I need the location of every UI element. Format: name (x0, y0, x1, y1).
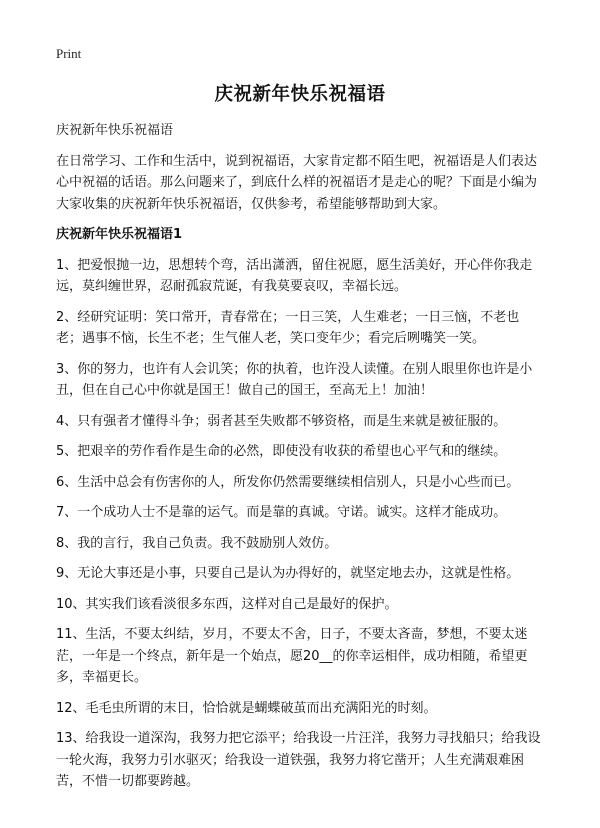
list-item: 8、我的言行，我自己负责。我不鼓励别人效仿。 (56, 535, 338, 551)
list-item: 11、生活，不要太纠结，岁月，不要太不舍，日子，不要太吝啬，梦想，不要太迷茫，一年是一个终点，新年是一个始点，愿20__的你幸运相伴，成功相随，希望更多，幸福更长。 (56, 627, 528, 685)
list-item: 4、只有强者才懂得斗争；弱者甚至失败都不够资格，而是生来就是被征服的。 (56, 413, 507, 429)
list-item: 1、把爱恨抛一边，思想转个弯，活出潇洒，留住祝愿，愿生活美好，开心伴你我走远，莫纠缠世界，忍耐孤寂荒诞，有我莫要哀叹，幸福长远。 (56, 257, 533, 294)
list-item: 13、给我设一道深沟，我努力把它添平；给我设一片汪洋，我努力寻找船只；给我设一轮火海，我努力引水驱灭；给我设一道铁强，我努力将它凿开；人生充满艰难困苦，不惜一切都要跨越。 (56, 731, 541, 789)
list-item: 7、一个成功人士不是靠的运气。而是靠的真诚。守诺。诚实。这样才能成功。 (56, 505, 507, 520)
article-subtitle: 庆祝新年快乐祝福语 (56, 123, 174, 138)
list-item: 3、你的努力，也许有人会讥笑；你的执着，也许没人读懂。在别人眼里你也许是小丑，但在自己心中你就是国王！做自己的国王，至高无上！加油！ (56, 361, 533, 398)
list-item: 6、生活中总会有伤害你的人，所发你仍然需要继续相信别人，只是小心些而已。 (56, 474, 520, 490)
intro-paragraph: 在日常学习、工作和生活中，说到祝福语，大家肯定都不陌生吧，祝福语是人们表达心中祝福的话语。那么问题来了，到底什么样的祝福语才是走心的呢？下面是小编为大家收集的庆祝新年快乐祝福语，仅供参考，希望能够帮助到大家。 (56, 153, 538, 212)
page-title: 庆祝新年快乐祝福语 (214, 84, 386, 105)
article-body (56, 120, 544, 802)
list-item: 2、经研究证明：笑口常开，青春常在；一日三笑，人生难老；一日三恼，不老也老；遇事不恼，长生不老；生气催人老，笑口变年少；看完后咧嘴笑一笑。 (56, 309, 520, 346)
section-heading: 庆祝新年快乐祝福语1 (56, 227, 183, 242)
list-item: 12、毛毛虫所谓的末日，恰恰就是蝴蝶破茧而出充满阳光的时刻。 (56, 700, 437, 716)
list-item: 5、把艰辛的劳作看作是生命的必然，即使没有收获的希望也心平气和的继续。 (56, 444, 507, 459)
list-item: 10、其实我们该看淡很多东西，这样对自己是最好的保护。 (56, 596, 398, 612)
print-link[interactable]: Print (56, 46, 82, 61)
list-item: 9、无论大事还是小事，只要自己是认为办得好的，就坚定地去办，这就是性格。 (56, 566, 520, 581)
